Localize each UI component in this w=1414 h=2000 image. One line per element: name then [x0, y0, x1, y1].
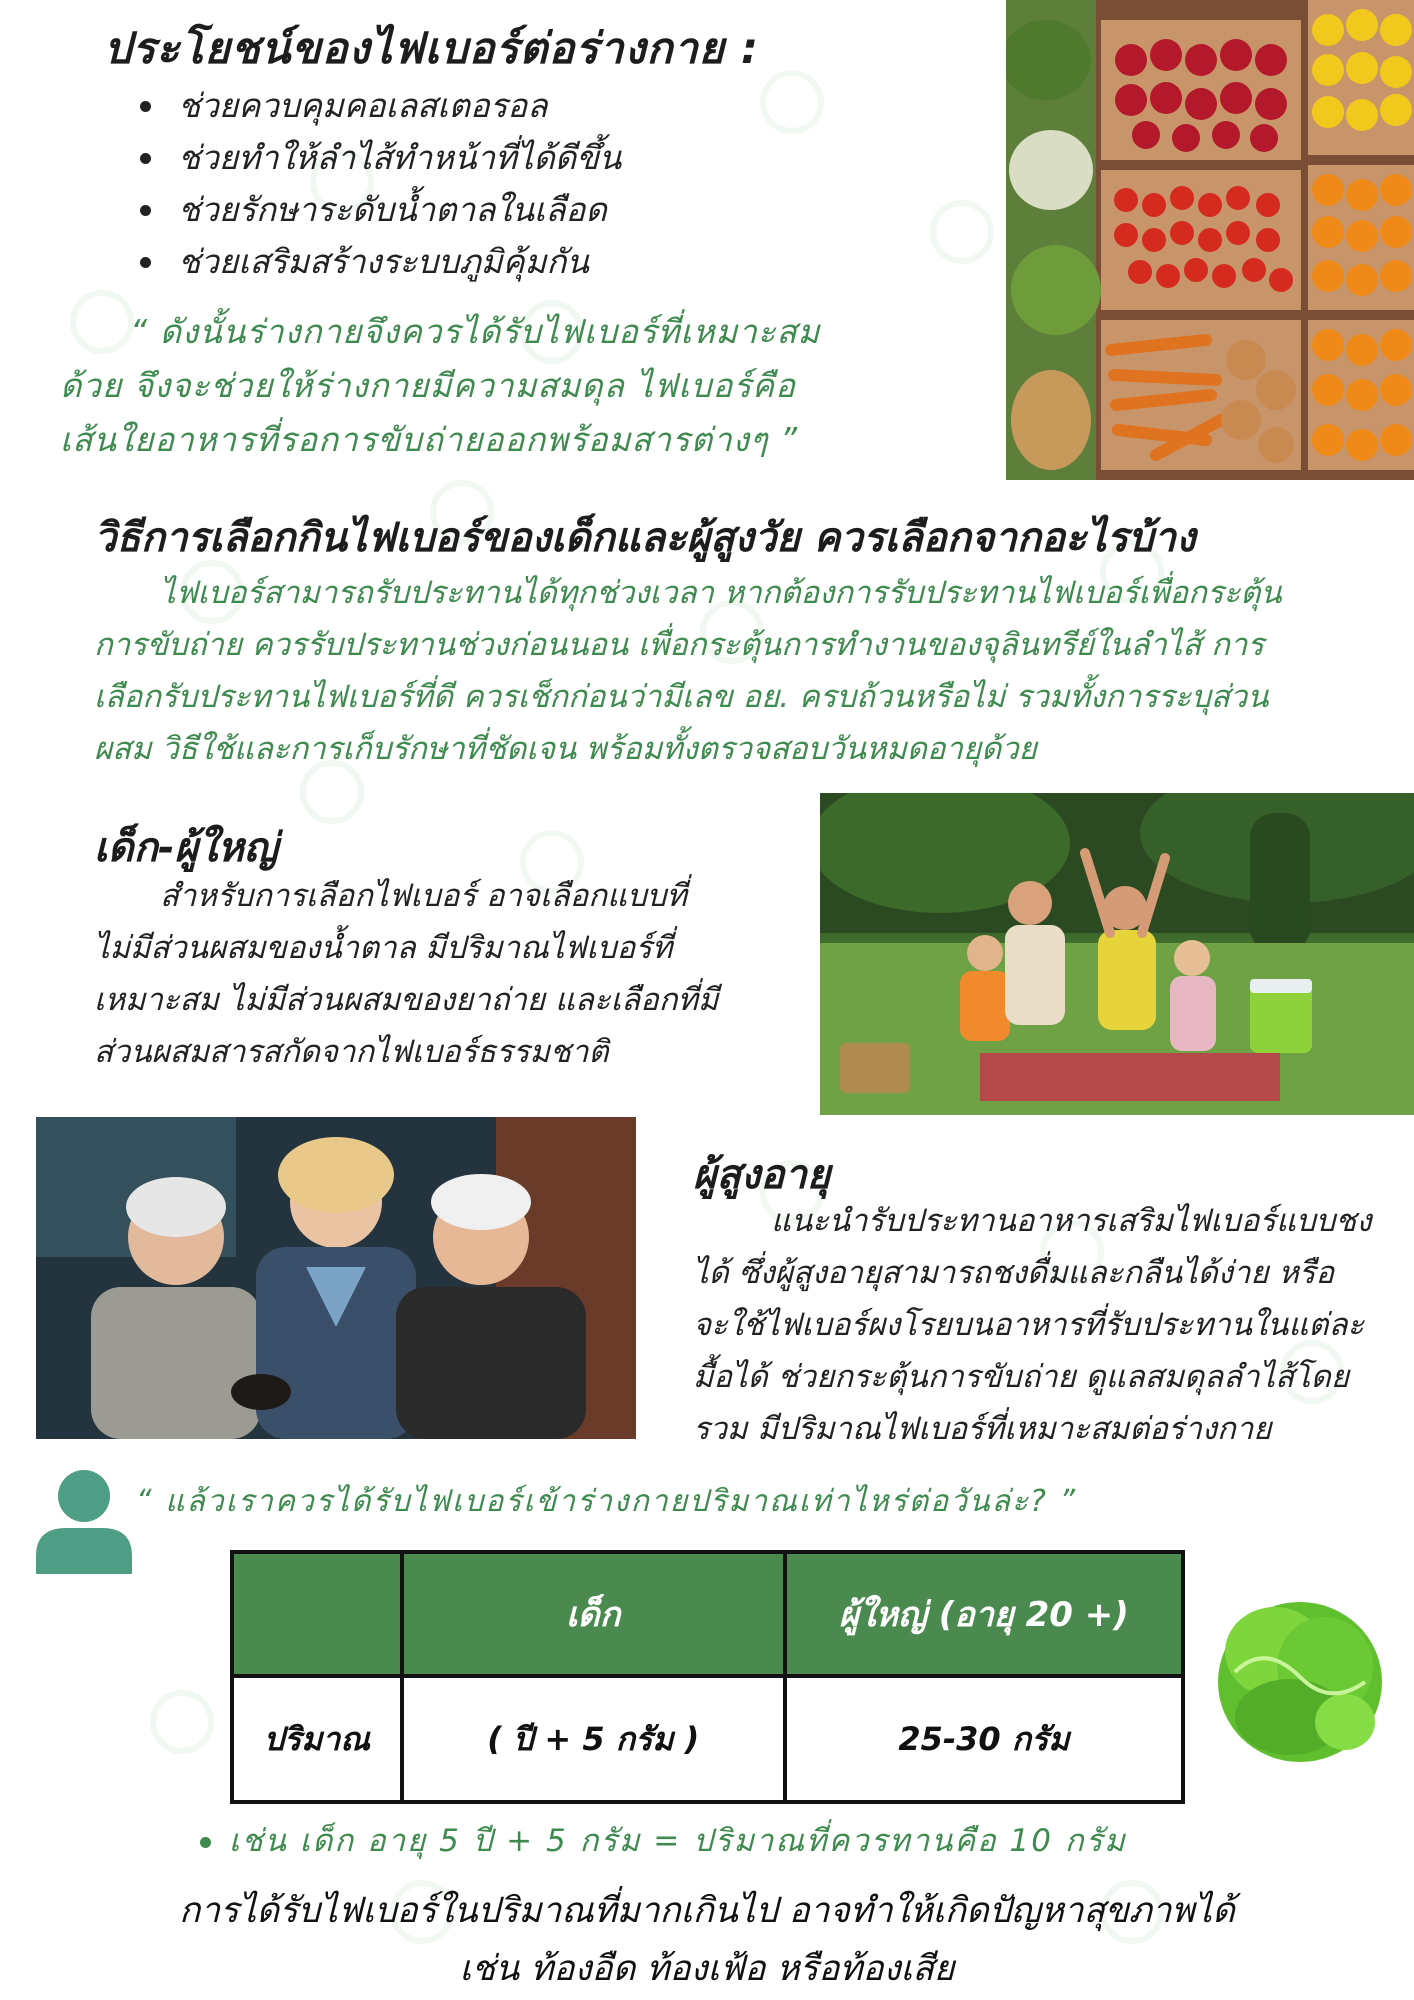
bullet-dot: [200, 1837, 211, 1848]
table-header-cell: เด็ก: [402, 1552, 785, 1676]
elderly-friends-photo: [36, 1117, 636, 1439]
elderly-illustration: [36, 1117, 636, 1439]
paragraph-line: ผสม วิธีใช้และการเก็บรักษาที่ชัดเจน พร้อมทั้งตรวจสอบวันหมดอายุด้วย: [94, 731, 1037, 767]
paragraph-line: สำหรับการเลือกไฟเบอร์ อาจเลือกแบบที่: [160, 878, 687, 914]
benefit-item: ช่วยทำให้ลำไส้ทำหน้าที่ได้ดีขึ้น: [136, 132, 621, 184]
paragraph-line: ส่วนผสมสารสกัดจากไฟเบอร์ธรรมชาติ: [94, 1034, 609, 1070]
benefits-list: [136, 80, 621, 288]
benefits-title: ประโยชน์ของไฟเบอร์ต่อร่างกาย :: [104, 24, 760, 74]
fiber-intake-table: [230, 1550, 1185, 1804]
quote-line: ด้วย จึงจะช่วยให้ร่างกายมีความสมดุล ไฟเบอร์คือ: [60, 366, 796, 405]
picnic-illustration: [820, 793, 1414, 1115]
paragraph-line: ไม่มีส่วนผสมของน้ำตาล มีปริมาณไฟเบอร์ที่: [94, 930, 673, 966]
vegetables-photo: [1006, 0, 1414, 480]
paragraph-line: เหมาะสม ไม่มีส่วนผสมของยาถ่าย และเลือกที่มี: [94, 982, 719, 1018]
benefit-item: ช่วยควบคุมคอเลสเตอรอล: [136, 80, 621, 132]
person-icon: [36, 1464, 132, 1574]
table-cell: ปริมาณ: [232, 1676, 402, 1802]
table-header-cell: ผู้ใหญ่ (อายุ 20 +): [785, 1552, 1183, 1676]
benefit-item: ช่วยรักษาระดับน้ำตาลในเลือด: [136, 184, 621, 236]
example-note: [200, 1815, 1127, 1865]
elderly-heading: ผู้สูงอายุ: [693, 1152, 831, 1198]
how-to-choose-paragraph: [94, 567, 1354, 775]
kids-heading: เด็ก-ผู้ใหญ่: [94, 825, 278, 871]
quote-line: “ ดังนั้นร่างกายจึงควรได้รับไฟเบอร์ที่เหมาะสม: [130, 312, 821, 351]
paragraph-line: จะใช้ไฟเบอร์ผงโรยบนอาหารที่รับประทานในแต่ละ: [693, 1307, 1365, 1343]
closing-line: เช่น ท้องอืด ท้องเฟ้อ หรือท้องเสีย: [459, 1949, 955, 1989]
family-picnic-photo: [820, 793, 1414, 1115]
paragraph-line: มื้อได้ ช่วยกระตุ้นการขับถ่าย ดูแลสมดุลลำไส้โดย: [693, 1359, 1349, 1395]
elderly-paragraph: [693, 1195, 1393, 1455]
table-header-row: [232, 1552, 1183, 1676]
quote-line: เส้นใยอาหารที่รอการขับถ่ายออกพร้อมสารต่างๆ ”: [60, 420, 799, 459]
paragraph-line: การขับถ่าย ควรรับประทานช่วงก่อนนอน เพื่อกระตุ้นการทำงานของจุลินทรีย์ในลำไส้ การ: [94, 627, 1264, 663]
kids-paragraph: [94, 870, 774, 1078]
paragraph-line: รวม มีปริมาณไฟเบอร์ที่เหมาะสมต่อร่างกาย: [693, 1411, 1272, 1447]
table-cell: ( ปี + 5 กรัม ): [402, 1676, 785, 1802]
fiber-amount-question: “ แล้วเราควรได้รับไฟเบอร์เข้าร่างกายปริมาณเท่าไหร่ต่อวันล่ะ? ”: [136, 1484, 1077, 1519]
paragraph-line: เลือกรับประทานไฟเบอร์ที่ดี ควรเช็กก่อนว่ามีเลข อย. ครบถ้วนหรือไม่ รวมทั้งการระบุส่วน: [94, 679, 1269, 715]
watermark-logo: [930, 200, 994, 264]
closing-line: การได้รับไฟเบอร์ในปริมาณที่มากเกินไป อาจทำให้เกิดปัญหาสุขภาพได้: [179, 1891, 1235, 1931]
table-cell: 25-30 กรัม: [785, 1676, 1183, 1802]
example-text: เช่น เด็ก อายุ 5 ปี + 5 กรัม = ปริมาณที่ควรทานคือ 10 กรัม: [229, 1823, 1127, 1859]
lettuce-image: [1205, 1582, 1385, 1767]
watermark-logo: [150, 1690, 214, 1754]
benefit-item: ช่วยเสริมสร้างระบบภูมิคุ้มกัน: [136, 236, 621, 288]
table-row: [232, 1676, 1183, 1802]
paragraph-line: ได้ ซึ่งผู้สูงอายุสามารถชงดื่มและกลืนได้ง่าย หรือ: [693, 1255, 1335, 1291]
watermark-logo: [760, 70, 824, 134]
paragraph-line: แนะนำรับประทานอาหารเสริมไฟเบอร์แบบชง: [771, 1203, 1372, 1239]
vegetable-crates-illustration: [1006, 0, 1414, 480]
how-to-choose-title: วิธีการเลือกกินไฟเบอร์ของเด็กและผู้สูงวัย ควรเลือกจากอะไรบ้าง: [94, 515, 1196, 561]
paragraph-line: ไฟเบอร์สามารถรับประทานได้ทุกช่วงเวลา หากต้องการรับประทานไฟเบอร์เพื่อกระตุ้น: [160, 575, 1282, 611]
table-header-cell: [232, 1552, 402, 1676]
benefits-quote: [60, 305, 940, 467]
